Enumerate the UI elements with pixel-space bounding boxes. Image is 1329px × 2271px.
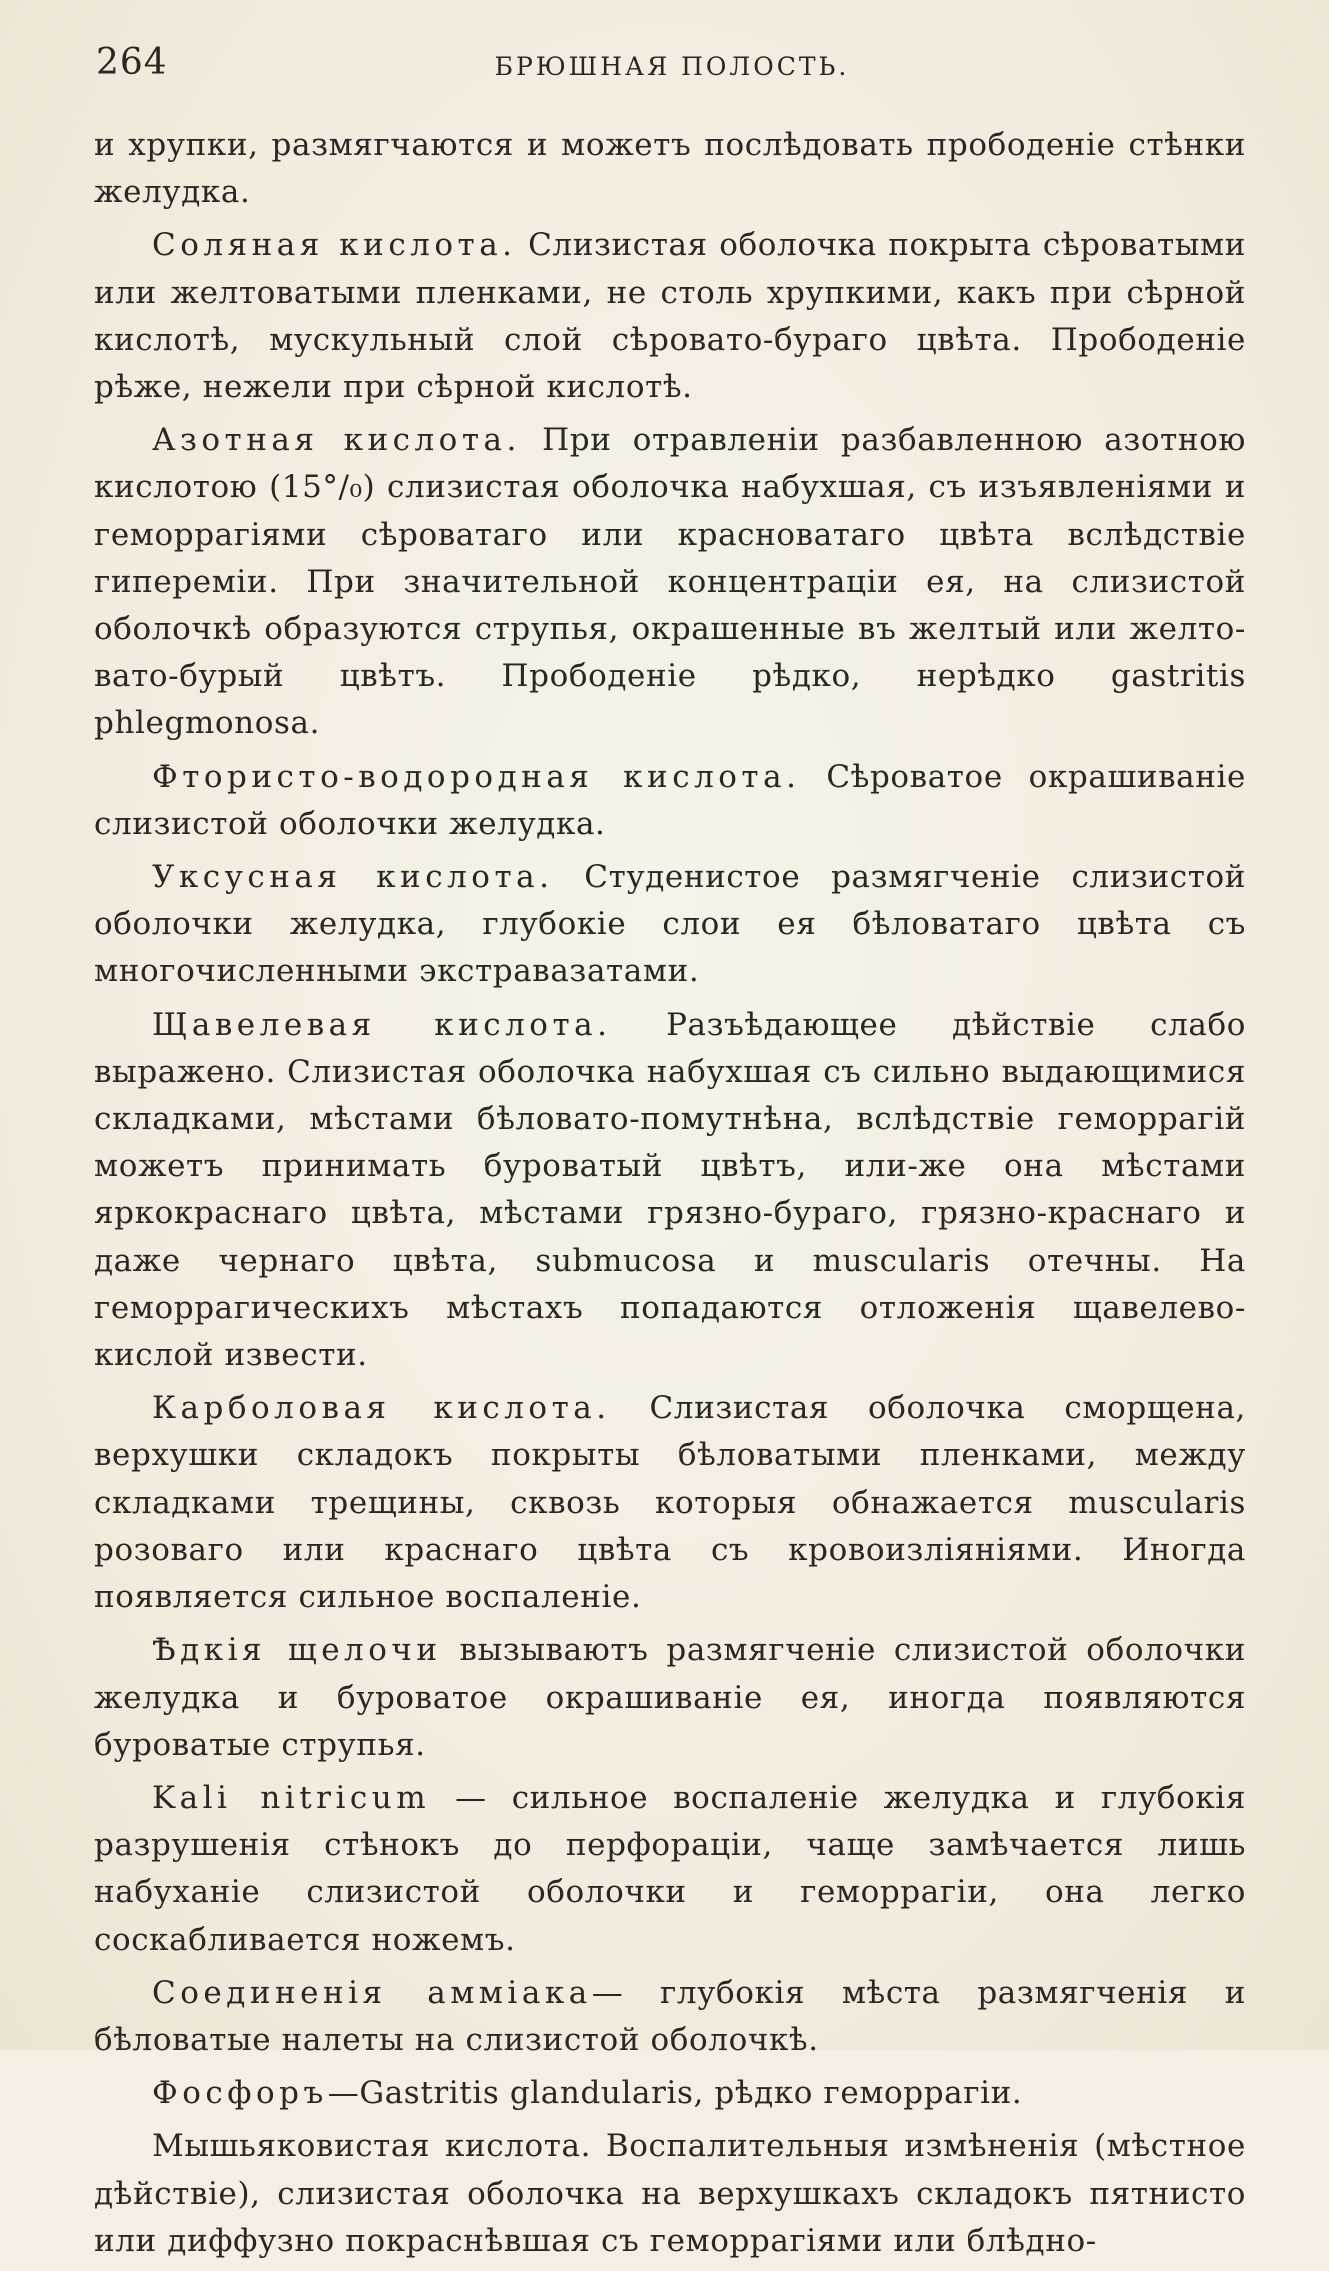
paragraph: [94, 2070, 1246, 2117]
body-text: [94, 122, 1246, 2271]
paragraph-text: и хрупки, размягчаются и можетъ послѣдовать прободенiе стѣнки желудка.: [94, 127, 1246, 211]
paragraph: [94, 854, 1246, 996]
paragraph-text: Сѣроватое окрашиванiе слизистой оболочки желудка.: [94, 758, 1246, 842]
paragraph: [94, 222, 1246, 411]
page-number: 264: [96, 42, 168, 83]
paragraph-text: При отравленiи разбавленною азотною кислотою (15°/₀) слизистая оболочка набухшая, съ изъявленiями и геморрагiями сѣроватаго или красноватаго цвѣта вслѣдствiе гиперемiи. При значительной концентрацiи ея, на слизистой оболочкѣ образуются струпья, окрашенные въ желтый или желто-вато-бурый цвѣтъ. Прободенiе рѣдко, нерѣдко gastritis phlegmonosa.: [94, 422, 1246, 742]
paragraph-text: Студенистое размягченiе слизистой оболочки желудка, глубокiе слои ея бѣловатаго цвѣта съ многочисленными экстравазатами.: [94, 859, 1246, 990]
paragraph-term: Kali nitricum: [152, 1779, 431, 1816]
paragraph-text: Мышьяковистая кислота. Воспалительныя измѣненiя (мѣстное дѣйствiе), слизистая оболочка на верхушкахъ складокъ пятнисто или диффузно покраснѣвшая съ геморрагiями или блѣдно-: [94, 2128, 1246, 2259]
paragraph-term: Карболовая кислота.: [152, 1390, 611, 1427]
paragraph-text: —Gastritis glandularis, рѣдко геморрагiи.: [327, 2075, 1023, 2112]
paragraph-term: Соединенiя амміака: [152, 1974, 592, 2011]
paragraph: [94, 754, 1246, 848]
paragraph: [94, 1627, 1246, 1769]
page-header: [96, 38, 1248, 98]
paragraph-term: Фосфоръ: [152, 2075, 328, 2112]
paragraph-text: вызываютъ размягченiе слизистой оболочки желудка и буроватое окрашиванiе ея, иногда появляются буроватые струпья.: [94, 1632, 1246, 1763]
paragraph-text: — глубокiя мѣста размягченiя и бѣловатые налеты на слизистой оболочкѣ.: [94, 1974, 1246, 2058]
paragraph-term: Фтористо-водородная кислота.: [152, 758, 801, 795]
paragraph-text: Слизистая оболочка сморщена, верхушки складокъ покрыты бѣловатыми пленками, между складками трещины, сквозь которыя обнажается muscularis розоваго или краснаго цвѣта съ кровоизлiянiями. Иногда появляется сильное воспаленiе.: [94, 1390, 1246, 1616]
paragraph: [94, 1775, 1246, 1964]
paragraph-text: Разъѣдающее дѣйствiе слабо выражено. Слизистая оболочка набухшая съ сильно выдающимися складками, мѣстами бѣловато-помутнѣна, вслѣдствiе геморрагiй можетъ принимать буроватый цвѣтъ, или-же она мѣстами яркокраснаго цвѣта, мѣстами грязно-бураго, грязно-краснаго и даже чернаго цвѣта, submucosa и muscularis отечны. На геморрагическихъ мѣстахъ попадаются отложенiя щавелево-кислой извести.: [94, 1006, 1246, 1374]
paragraph-term: Соляная кислота.: [152, 227, 517, 264]
paragraph-term: Щавелевая кислота.: [152, 1006, 612, 1043]
paragraph-text: — сильное воспаленiе желудка и глубокiя разрушенiя стѣнокъ до перфорацiи, чаще замѣчается лишь набуханiе слизистой оболочки и геморрагiи, она легко соскабливается ножемъ.: [94, 1779, 1246, 1958]
running-title: БРЮШНАЯ ПОЛОСТЬ.: [494, 52, 850, 81]
paragraph: [94, 1002, 1246, 1380]
paragraph-term: Азотная кислота.: [152, 422, 521, 459]
paragraph-term: Уксусная кислота.: [152, 859, 554, 896]
paragraph-text: Слизистая оболочка покрыта сѣроватыми или желтоватыми пленками, не столь хрупкими, какъ при сѣрной кислотѣ, мускульный слой сѣровато-бураго цвѣта. Прободенiе рѣже, нежели при сѣрной кислотѣ.: [94, 227, 1246, 406]
paragraph: [94, 2123, 1246, 2265]
paragraph: [94, 417, 1246, 747]
paragraph: [94, 122, 1246, 216]
paragraph: [94, 1385, 1246, 1621]
paragraph-term: Ѣдкiя щелочи: [152, 1632, 442, 1669]
